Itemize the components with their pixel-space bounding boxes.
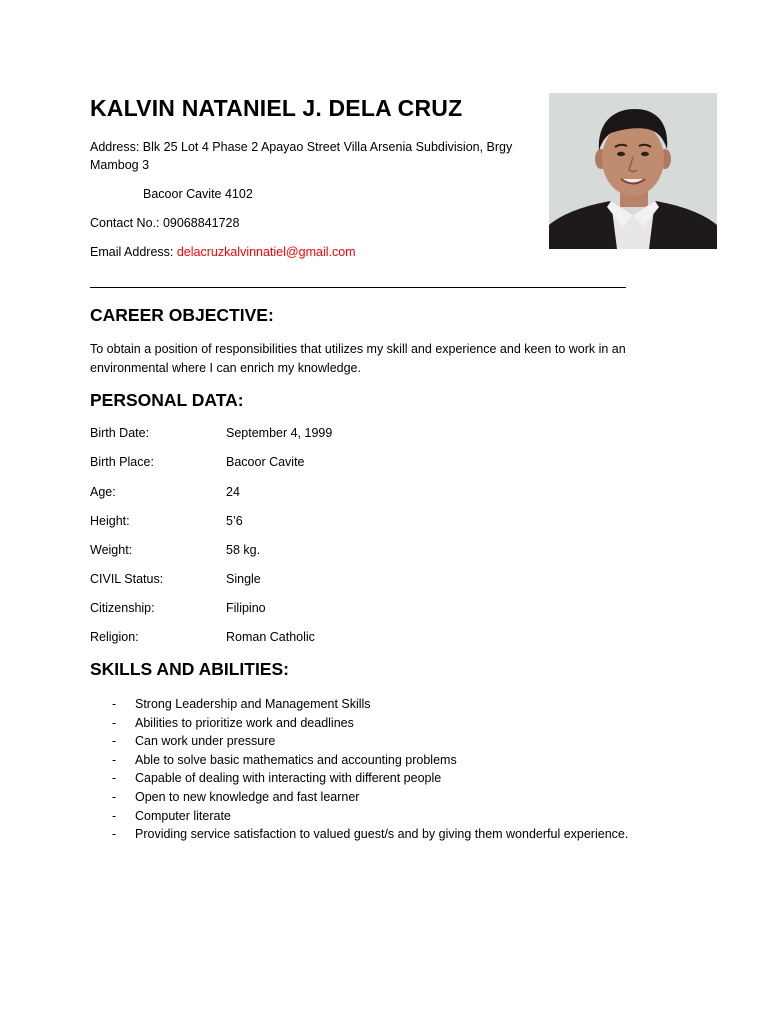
- email-label: Email Address:: [90, 245, 177, 259]
- religion-label: Religion:: [90, 630, 139, 644]
- career-objective-text: To obtain a position of responsibilities that utilizes my skill and experience and keen to work in an environmental where I can enrich my knowledge.: [90, 342, 626, 375]
- email-line: [90, 243, 356, 261]
- address-city: Bacoor Cavite 4102: [143, 187, 253, 201]
- profile-photo: [549, 93, 717, 249]
- bullet-dash: -: [112, 734, 117, 749]
- skills-list: [112, 695, 628, 844]
- profile-portrait-image: [549, 93, 717, 249]
- bullet-dash: -: [112, 827, 117, 842]
- bullet-dash: -: [112, 771, 117, 786]
- civil-status-label: CIVIL Status:: [90, 572, 164, 586]
- applicant-name: KALVIN NATANIEL J. DELA CRUZ: [90, 95, 463, 121]
- citizenship-label: Citizenship:: [90, 601, 155, 615]
- list-item: [112, 751, 628, 770]
- career-objective-heading: CAREER OBJECTIVE:: [90, 305, 274, 325]
- bullet-dash: -: [112, 789, 117, 804]
- bullet-dash: -: [112, 752, 117, 767]
- list-item: [112, 788, 628, 807]
- list-item: [112, 825, 628, 844]
- weight-value: 58 kg.: [226, 543, 261, 557]
- birth-date-value: September 4, 1999: [226, 426, 333, 440]
- bullet-dash: -: [112, 808, 117, 823]
- section-divider: [90, 287, 626, 288]
- skill-text: Able to solve basic mathematics and accounting problems: [135, 752, 457, 767]
- skill-text: Capable of dealing with interacting with different people: [135, 771, 442, 786]
- religion-value: Roman Catholic: [226, 630, 315, 644]
- birth-place-label: Birth Place:: [90, 455, 154, 469]
- skill-text: Abilities to prioritize work and deadlines: [135, 715, 354, 730]
- birth-place-value: Bacoor Cavite: [226, 455, 305, 469]
- age-value: 24: [226, 485, 240, 499]
- height-label: Height:: [90, 514, 130, 528]
- weight-label: Weight:: [90, 543, 133, 557]
- address-line: Address: Blk 25 Lot 4 Phase 2 Apayao Street Villa Arsenia Subdivision, Brgy Mambog 3: [90, 140, 513, 172]
- list-item: [112, 732, 628, 751]
- list-item: [112, 769, 628, 788]
- citizenship-value: Filipino: [226, 601, 266, 615]
- skills-heading: SKILLS AND ABILITIES:: [90, 659, 289, 679]
- civil-status-value: Single: [226, 572, 261, 586]
- skill-text: Strong Leadership and Management Skills: [135, 697, 371, 711]
- personal-data-heading: PERSONAL DATA:: [90, 390, 244, 410]
- birth-date-label: Birth Date:: [90, 426, 150, 440]
- height-value: 5’6: [226, 514, 243, 528]
- list-item: [112, 714, 628, 733]
- skill-text: Providing service satisfaction to valued guest/s and by giving them wonderful experience.: [135, 827, 629, 842]
- skill-text: Can work under pressure: [135, 734, 276, 749]
- email-link[interactable]: delacruzkalvinnatiel@gmail.com: [176, 245, 356, 259]
- skill-text: Open to new knowledge and fast learner: [135, 789, 360, 804]
- list-item: [112, 695, 628, 714]
- contact-number: Contact No.: 09068841728: [90, 216, 240, 230]
- age-label: Age:: [90, 485, 116, 499]
- bullet-dash: -: [112, 715, 117, 730]
- list-item: [112, 807, 628, 826]
- skill-text: Computer literate: [135, 808, 231, 823]
- bullet-dash: -: [112, 697, 117, 711]
